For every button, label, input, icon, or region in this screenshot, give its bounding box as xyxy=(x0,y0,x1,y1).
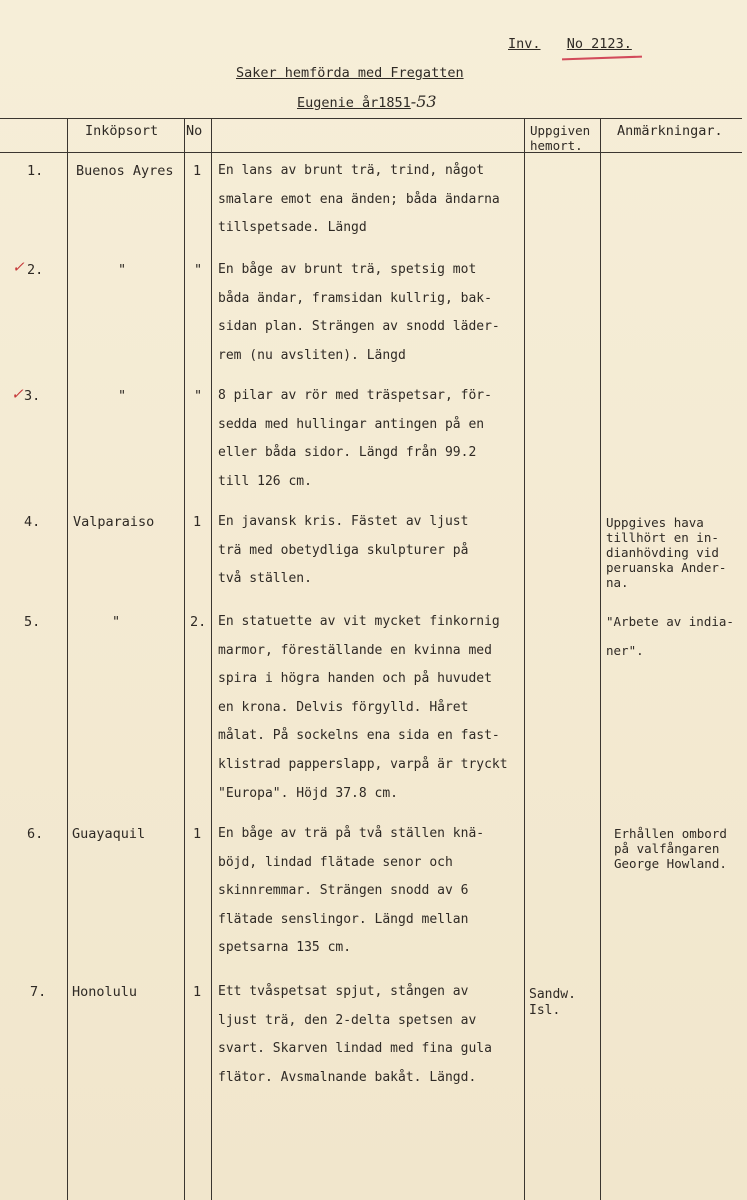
inv-label: Inv. xyxy=(508,36,541,52)
row-number: 5. xyxy=(24,614,41,630)
row-description: 8 pilar av rör med träspetsar, för- sedda med hullingar antingen på en eller båda sidor. Längd från 99.2 till 126 cm. xyxy=(218,388,492,489)
row-number: 4. xyxy=(24,514,41,530)
column-header-origin: Uppgiven hemort. xyxy=(530,123,591,153)
red-underline-mark xyxy=(562,56,642,61)
inventory-label xyxy=(508,36,632,52)
handwritten-year: -53 xyxy=(410,92,437,111)
inv-number: No 2123. xyxy=(566,36,632,52)
column-header-place: Inköpsort xyxy=(85,123,159,139)
column-header-no: No xyxy=(186,123,203,139)
row-qty: 2. xyxy=(190,614,207,630)
row-number: 3. xyxy=(24,388,41,404)
row-description: En båge av trä på två ställen knä- böjd, lindad flätade senor och skinnremmar. Strängen snodd av 6 flätade senslingor. Längd mellan spetsarna 135 cm. xyxy=(218,826,485,956)
row-place: Honolulu xyxy=(72,984,138,1000)
table-top-rule xyxy=(0,118,742,119)
row-description: En lans av brunt trä, trind, något smalare emot ena änden; båda ändarna tillspetsade. Längd xyxy=(218,163,500,236)
column-header-remarks: Anmärkningar. xyxy=(617,123,723,139)
column-rule-4 xyxy=(524,118,525,1200)
check-mark-icon: ✓ xyxy=(11,385,24,403)
row-place: " xyxy=(118,262,127,278)
row-remarks: Erhållen ombord på valfångaren George Howland. xyxy=(614,826,727,871)
row-description: En statuette av vit mycket finkornig marmor, föreställande en kvinna med spira i högra handen och på huvudet en krona. Delvis förgylld. Håret målat. På sockelns ena sida en fast- klistrad papperslapp, varpå är tryckt "Europa". Höjd 37.8 cm. xyxy=(218,614,508,801)
row-qty: 1 xyxy=(193,984,202,1000)
row-description: Ett tvåspetsat spjut, stången av ljust trä, den 2-delta spetsen av svart. Skarven lindad med fina gula flätor. Avsmalnande bakåt. Längd. xyxy=(218,984,492,1085)
row-qty: " xyxy=(194,262,203,278)
row-number: 6. xyxy=(27,826,44,842)
row-remarks: "Arbete av india- ner". xyxy=(606,614,734,658)
row-number: 1. xyxy=(27,163,44,179)
column-rule-3 xyxy=(211,118,212,1200)
row-description: En javansk kris. Fästet av ljust trä med obetydliga skulpturer på två ställen. xyxy=(218,514,469,587)
column-rule-5 xyxy=(600,118,601,1200)
row-place: Guayaquil xyxy=(72,826,146,842)
row-qty: 1 xyxy=(193,826,202,842)
table-header-rule xyxy=(0,152,742,153)
document-subtitle: Eugenie år1851-53 xyxy=(297,92,437,111)
check-mark-icon: ✓ xyxy=(12,258,25,276)
row-number: 2. xyxy=(27,262,44,278)
document-title: Saker hemförda med Fregatten xyxy=(236,65,464,81)
row-origin: Sandw. Isl. xyxy=(529,987,576,1018)
row-place: " xyxy=(112,614,121,630)
row-qty: 1 xyxy=(193,163,202,179)
column-rule-2 xyxy=(184,118,185,1200)
row-description: En båge av brunt trä, spetsig mot båda ändar, framsidan kullrig, bak- sidan plan. Strängen av snodd läder- rem (nu avsliten). Längd xyxy=(218,262,500,363)
column-rule-1 xyxy=(67,118,68,1200)
row-qty: " xyxy=(194,388,203,404)
row-remarks: Uppgives hava tillhört en in- dianhövding vid peruanska Ander- na. xyxy=(606,515,727,590)
row-place: Buenos Ayres xyxy=(76,163,174,179)
row-qty: 1 xyxy=(193,514,202,530)
row-place: " xyxy=(118,388,127,404)
row-place: Valparaiso xyxy=(73,514,155,530)
row-number: 7. xyxy=(30,984,47,1000)
